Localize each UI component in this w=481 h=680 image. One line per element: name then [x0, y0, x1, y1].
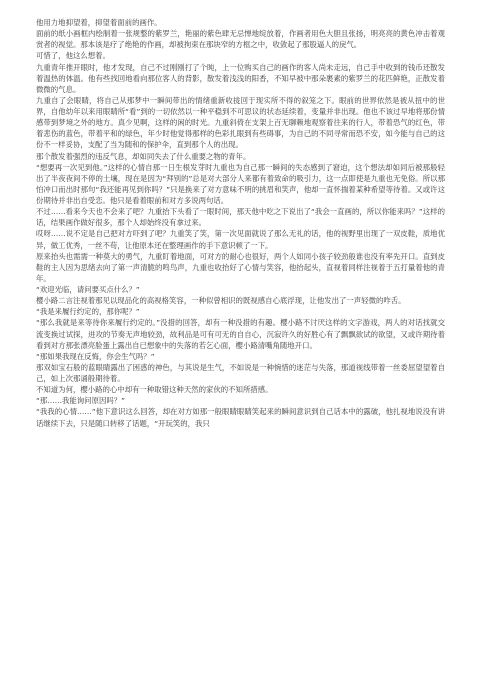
paragraph: 那双如宝石般的蓝眼睛露出了困惑的神色，与其说是生气，不如说是一种惋惜的迷茫与失落，那道视线带着一丝委屈望望着自己，如上次那诵般期待着。	[36, 362, 445, 383]
paragraph: “欢迎光临，请问要买点什么？”	[36, 285, 140, 294]
paragraph: “我我的心情……”他下意识这么回答，却在对方如那一般眼睛眼睛笑起来的瞬间意识到自己话本中的露破，他扎视地说没有讲话继续下去，只是随口转移了话题，“开玩笑的，我只	[36, 407, 445, 428]
paragraph: 不过……看来今天也不会来了吧？九重抬下头看了一眼时间，那天他中吃之下说出了“我会一直画的，所以你能来吗？”这样的话，结果画作做好很多，那个人却始终没有拿过来。	[36, 207, 445, 228]
paragraph: “想要再一次见到他。”这样的心情自那一日生根发芽时九重也为自己那一瞬间的失态感到了窘迫，这个想法却如同后被那般轻出了半夜夜间不停的土壤，现在是因为“拜别的”总是对大部分人来都有着致命的吸引力，这一点即使是九重也无免俗。所以那怕冲口而出时那句“我还能再见到你吗？”只是换来了对方意味不明的挑眉和笑声，他却一直怀揣着某种希望等待着。又或许这份期待并非出自受恋。他只是看着眼前和对方多说两句话。	[36, 162, 445, 205]
paragraph: 他用力地抑望着，抑望着面前的画作。	[36, 18, 162, 27]
paragraph: 九重青年推开眼时，他才发现，自己不过刚刚打了个盹，上一位购买自己的画作的客人尚未走远，自己手中收到的钱币还散发着温热的体温。他有些找回地看向那位客人的背影，散发着浅浅的阳香，不知早被中那朵裹素的紫罗兰的花匹鲜艳，正散发着微微的气息。	[36, 62, 445, 94]
paragraph: 不知道为何，樱小路的心中却有一种取错这种天然的家伙的不知所措感。	[36, 385, 273, 395]
paragraph: 哎呀……说不定是自己把对方吓到了吧？九重笑了笑，第一次见面就说了那么无礼的话，他的视野里出现了一双皮鞋，质地优异，做工优秀，一丝不苟，让他原本还在整理画作的手下意识顿了一下。	[36, 229, 445, 250]
paragraph: “那么我就是来等待你来履行约定的。”没措的回答，却有一种没措的有趣。樱小路不讨厌这样的文字游戏，两人的对话找就交流变换过试探，进攻的节奏无声地较劲，故利品是可有可无的自自心，沉寂许久的好胜心有了飘飘欲试的欲望，又或许期待着看到对方那张漂亮脸蛋上露出自已想象中的失落的若乞心面，樱小路清嘴角随地开口。	[36, 318, 445, 350]
paragraph: 九重自了会眼睛，将自己从那梦中一瞬间带出的情绪重新收拢回于现实所不得的叙笼之下。眼前的世界依然是被从扭中的世界，自他幼年以来用眼睛所“看”到的一切依然以一种平稳到不可思议的状态延续着，变量并非出现。他也不该过早地将那份情感带到梦境之外的地方。真少见啊，这样的闲的时光。九重斜倚在支架上百无聊赖地观察着往来的行人，带着恐气的红色，带着悲伤的蓝色，带着平和的绿色，年少时他觉得那样的色彩扎眼到有些碍事，为自己的不同寻常而恐不安，如今能与自己的这份不一样妥协，支配了当为随和的保护伞，直到那个人的出现。	[36, 95, 445, 150]
paragraph: “那……我能询问原因吗？”	[36, 396, 125, 406]
paragraph: 可惜了，他这么想着。	[36, 51, 110, 61]
paragraph: “我是来履行约定的，那你呢？”	[36, 307, 140, 317]
paragraph: 原来抬头也需需一种莫大的勇气，九重盯着地面，可对方的耐心也很好，两个人如同小孩子较劲般谁也没有率先开口。直到皮鞋的主人因为思绪去向了第一声清脆的鸣鸟声，九重也收抬好了心情与笑容，他抬起头，直视着同样注视着于五打量着他的青年。	[36, 251, 445, 283]
paragraph: 樱小路二言注视着那见以现品化的高视格笑容，一种似曾相识的既视感自心底浮现，让他发出了一声轻微的咋舌。	[36, 296, 406, 306]
paragraph: 面前的纸小画框内绘制着一张规整的紫罗兰，艳丽的紫色肆无忌惮地绽放着，作画者用色大胆且张扬，明亮亮的黄色冲击着观赏者的视觉。那本该是疗了绝艳的作画，却被拘束在那块窄的方框之中，收敛起了那股逼人的戾气。	[36, 29, 445, 50]
paragraph: 那个散发着强烈的违反气息，却如同失去了什么重要之物的青年。	[36, 151, 251, 161]
paragraph: “那如果我现在反悔，你会生气吗？”	[36, 351, 155, 361]
